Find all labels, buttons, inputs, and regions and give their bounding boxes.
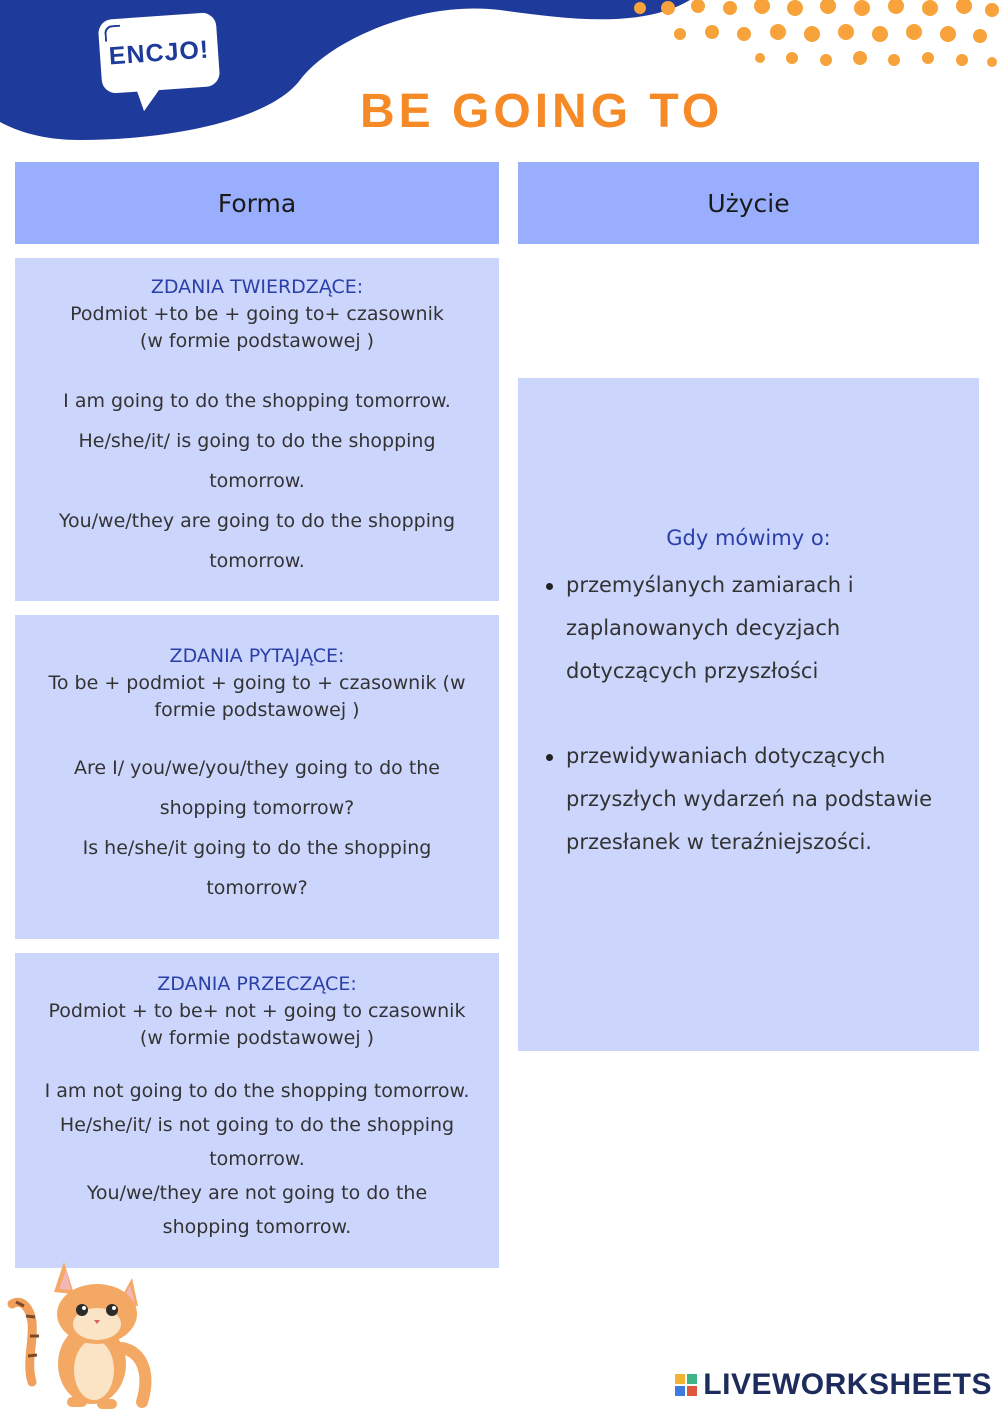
negative-heading: ZDANIA PRZECZĄCE: [157, 973, 357, 995]
logo-text: ENCJO! [107, 35, 211, 70]
example-line: tomorrow. [209, 470, 305, 492]
affirmative-sentences-box [15, 258, 499, 601]
example-line: shopping tomorrow? [159, 797, 355, 819]
usage-item-text: przewidywaniach dotyczących przyszłych wydarzeń na podstawie przesłanek w teraźniejszości. [566, 744, 933, 854]
example-line: Are I/ you/we/you/they going to do the [73, 757, 440, 779]
usage-box [518, 378, 979, 1051]
negative-rule-line: Podmiot + to be+ not + going to czasownik [48, 1000, 466, 1022]
affirmative-examples [15, 381, 499, 581]
column-header-usage-label: Użycie [707, 188, 790, 218]
example-line: He/she/it/ is going to do the shopping [78, 430, 436, 452]
usage-item [566, 735, 946, 864]
example-line: I am not going to do the shopping tomorrow. [44, 1080, 470, 1102]
affirmative-rule-line: (w formie podstawowej ) [139, 330, 375, 352]
example-line: He/she/it/ is not going to do the shopping [59, 1114, 455, 1136]
bullet-icon [546, 754, 553, 761]
cat-illustration [2, 1252, 162, 1410]
brand-text: LIVEWORKSHEETS [703, 1368, 992, 1401]
column-header-usage [518, 162, 979, 244]
example-line: Is he/she/it going to do the shopping [82, 837, 432, 859]
interrogative-rule-line: formie podstawowej ) [154, 699, 360, 721]
example-line: tomorrow. [209, 550, 305, 572]
example-line: tomorrow? [206, 877, 308, 899]
column-header-form [15, 162, 499, 244]
usage-item-text: przemyślanych zamiarach i zaplanowanych decyzjach dotyczących przyszłości [566, 573, 854, 683]
bullet-icon [546, 583, 553, 590]
usage-intro: Gdy mówimy o: [666, 526, 831, 550]
page-title: BE GOING TO [360, 85, 724, 138]
affirmative-rule-line: Podmiot +to be + going to+ czasownik [70, 303, 444, 325]
example-line: tomorrow. [209, 1148, 305, 1170]
interrogative-examples [15, 748, 499, 908]
negative-rule-line: (w formie podstawowej ) [139, 1027, 375, 1049]
brand-mark-icon [675, 1374, 697, 1396]
dots-decoration [620, 0, 1000, 80]
example-line: You/we/they are going to do the shopping [58, 510, 456, 532]
example-line: I am going to do the shopping tomorrow. [63, 390, 451, 412]
negative-sentences-box [15, 953, 499, 1268]
logo-tick-mark [104, 25, 121, 42]
interrogative-rule-line: To be + podmiot + going to + czasownik (w [48, 672, 466, 694]
usage-list [566, 564, 946, 906]
liveworksheets-logo [675, 1368, 992, 1402]
encjo-logo [98, 12, 221, 94]
column-header-form-label: Forma [217, 188, 297, 218]
example-line: You/we/they are not going to do the [86, 1182, 428, 1204]
interrogative-sentences-box [15, 615, 499, 939]
negative-examples [15, 1074, 499, 1244]
usage-item [566, 564, 946, 693]
example-line: shopping tomorrow. [162, 1216, 352, 1238]
interrogative-heading: ZDANIA PYTAJĄCE: [169, 645, 345, 667]
affirmative-heading: ZDANIA TWIERDZĄCE: [150, 276, 364, 298]
